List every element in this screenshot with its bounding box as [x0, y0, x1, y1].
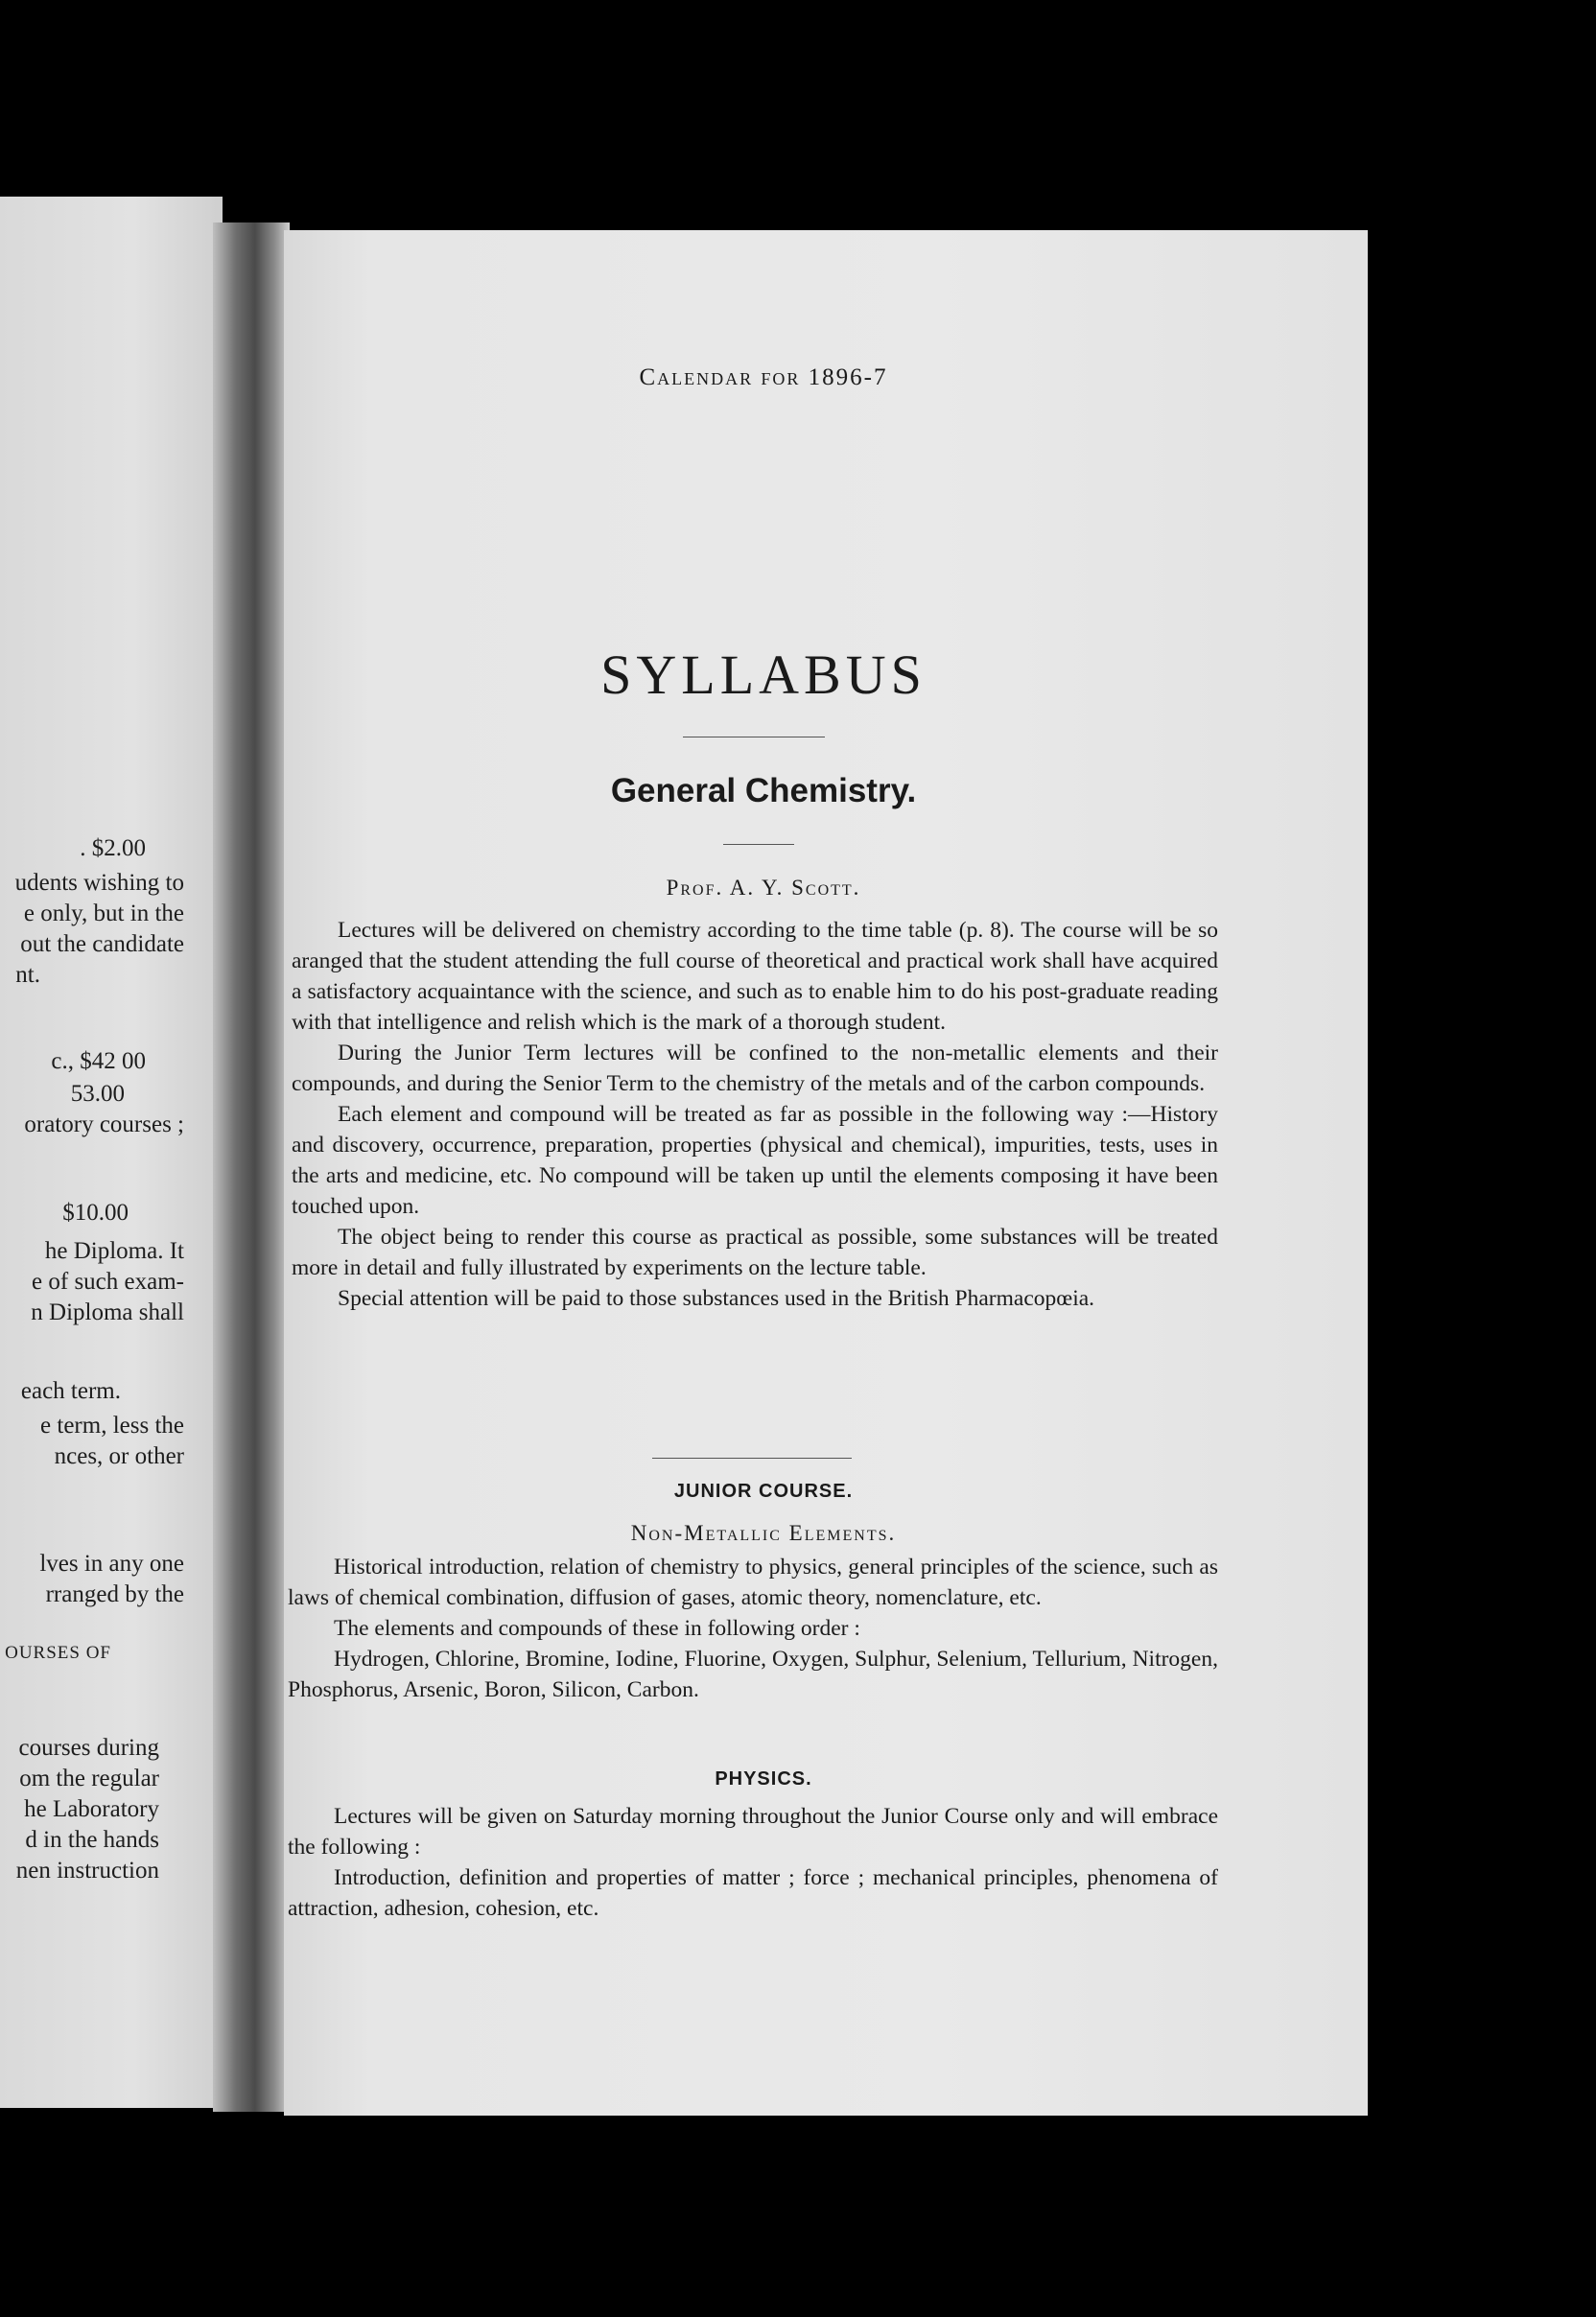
- running-head: Calendar for 1896-7: [639, 364, 888, 390]
- left-line: n Diploma shall: [31, 1299, 184, 1325]
- left-line: e term, less the: [40, 1413, 184, 1439]
- left-line: e only, but in the: [23, 901, 184, 926]
- left-line: om the regular: [19, 1766, 159, 1791]
- junior-course-heading: JUNIOR COURSE.: [673, 1481, 854, 1502]
- left-line: d in the hands: [25, 1827, 159, 1853]
- left-line: $10.00: [62, 1200, 129, 1226]
- left-line: oratory courses ;: [24, 1112, 184, 1137]
- left-line: rranged by the: [45, 1581, 184, 1607]
- left-line: OURSES OF: [5, 1643, 111, 1663]
- section-rule: [652, 1458, 852, 1459]
- left-line: 53.00: [70, 1081, 125, 1107]
- left-line: he Laboratory: [24, 1796, 159, 1822]
- left-line: nces, or other: [54, 1443, 184, 1469]
- paragraph: Each element and compound will be treated as far as possible in the following way :—History and discovery, occurrence, preparation, properties (physical and chemical), impurities, tests, uses in the arts and medicine, etc. No compound will be taken up until the elements composing it have been touched upon.: [292, 1102, 1218, 1219]
- page-title: SYLLABUS: [600, 644, 927, 706]
- paragraph: The object being to render this course as practical as possible, some substances will be treated more in detail and fully illustrated by experiments on the lecture table.: [292, 1225, 1218, 1280]
- left-line: . $2.00: [80, 835, 146, 861]
- paragraph: Lectures will be given on Saturday morning throughout the Junior Course only and will embrace the following :: [288, 1804, 1218, 1860]
- book-gutter-shadow: [213, 222, 290, 2112]
- left-line: e of such exam-: [32, 1269, 184, 1295]
- syllabus-page: [284, 230, 1368, 2116]
- paragraph: Lectures will be delivered on chemistry according to the time table (p. 8). The course will be so aranged that the student attending the full course of theoretical and practical work shall have acquired a satisfactory acquaintance with the science, and such as to enable him to do his post-graduate reading with that intelligence and relish which is the mark of a thorough student.: [292, 918, 1218, 1035]
- junior-course-text: [288, 1552, 1218, 1705]
- left-line: udents wishing to: [14, 870, 184, 896]
- left-line: c., $42 00: [51, 1048, 146, 1074]
- section-title: General Chemistry.: [610, 772, 917, 809]
- left-line: nt.: [15, 962, 40, 988]
- left-line: out the candidate: [20, 931, 184, 957]
- paragraph: Historical introduction, relation of chemistry to physics, general principles of the science, such as laws of chemical combination, diffusion of gases, atomic theory, nomenclature, etc.: [288, 1555, 1218, 1610]
- syllabus-text: [292, 915, 1218, 1314]
- physics-text: [288, 1801, 1218, 1924]
- non-metallic-subheading: Non-Metallic Elements.: [630, 1521, 897, 1545]
- paragraph: The elements and compounds of these in following order :: [334, 1616, 860, 1641]
- paragraph: During the Junior Term lectures will be confined to the non-metallic elements and their compounds, and during the Senior Term to the chemistry of the metals and of the carbon compounds.: [292, 1041, 1218, 1096]
- left-line: lves in any one: [39, 1551, 184, 1577]
- physics-heading: PHYSICS.: [715, 1768, 812, 1790]
- left-line: courses during: [18, 1735, 159, 1761]
- left-line: each term.: [20, 1378, 121, 1404]
- left-line: nen instruction: [15, 1858, 159, 1884]
- paragraph: Introduction, definition and properties of matter ; force ; mechanical principles, phenomena of attraction, adhesion, cohesion, etc.: [288, 1865, 1218, 1921]
- left-page-fragment: [0, 197, 223, 2108]
- paragraph: Hydrogen, Chlorine, Bromine, Iodine, Fluorine, Oxygen, Sulphur, Selenium, Tellurium, Nitrogen, Phosphorus, Arsenic, Boron, Silicon, Carbon.: [288, 1647, 1218, 1702]
- professor-name: Prof. A. Y. Scott.: [666, 876, 861, 900]
- left-line: he Diploma. It: [44, 1238, 184, 1264]
- paragraph: Special attention will be paid to those substances used in the British Pharmacopœia.: [338, 1286, 1095, 1311]
- subtitle-rule: [723, 844, 794, 845]
